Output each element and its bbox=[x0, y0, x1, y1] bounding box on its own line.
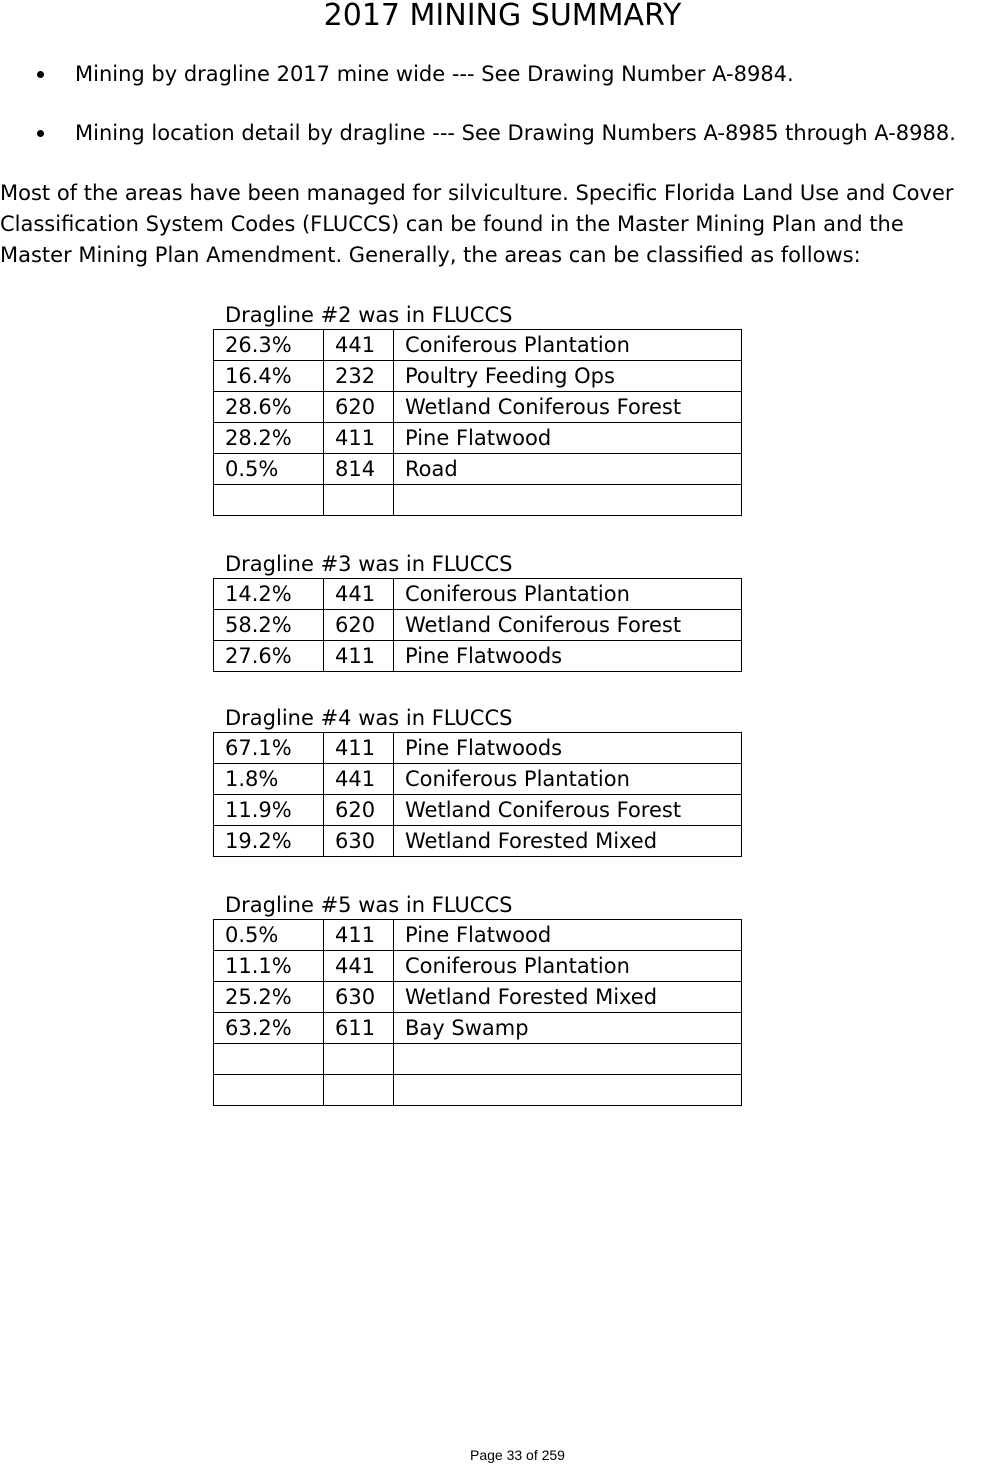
description-cell: Road bbox=[394, 454, 742, 485]
description-cell: Coniferous Plantation bbox=[394, 764, 742, 795]
paragraph-line: Master Mining Plan Amendment. Generally, the areas can be classified as follows: bbox=[0, 243, 861, 267]
code-cell: 814 bbox=[324, 454, 394, 485]
code-cell: 411 bbox=[324, 733, 394, 764]
description-cell: Wetland Coniferous Forest bbox=[394, 392, 742, 423]
percent-cell: 0.5% bbox=[214, 920, 324, 951]
dragline-3-section bbox=[213, 550, 741, 672]
percent-cell: 14.2% bbox=[214, 579, 324, 610]
code-cell: 630 bbox=[324, 826, 394, 857]
percent-cell bbox=[214, 1075, 324, 1106]
description-cell: Bay Swamp bbox=[394, 1013, 742, 1044]
percent-cell: 11.9% bbox=[214, 795, 324, 826]
description-cell: Coniferous Plantation bbox=[394, 579, 742, 610]
table-row bbox=[214, 764, 742, 795]
code-cell: 441 bbox=[324, 330, 394, 361]
table-row bbox=[214, 982, 742, 1013]
page-title: 2017 MINING SUMMARY bbox=[323, 0, 682, 33]
dragline-4-section bbox=[213, 704, 741, 857]
table-row bbox=[214, 579, 742, 610]
description-cell bbox=[394, 485, 742, 516]
description-cell: Wetland Forested Mixed bbox=[394, 982, 742, 1013]
table-row bbox=[214, 610, 742, 641]
bullet-text: Mining location detail by dragline --- See Drawing Numbers A-8985 through A-8988. bbox=[75, 121, 956, 145]
percent-cell: 28.6% bbox=[214, 392, 324, 423]
percent-cell: 11.1% bbox=[214, 951, 324, 982]
description-cell: Poultry Feeding Ops bbox=[394, 361, 742, 392]
table-row bbox=[214, 1075, 742, 1106]
code-cell: 411 bbox=[324, 641, 394, 672]
description-cell bbox=[394, 1044, 742, 1075]
table-row bbox=[214, 392, 742, 423]
dragline-2-section bbox=[213, 301, 741, 516]
percent-cell: 0.5% bbox=[214, 454, 324, 485]
description-cell: Pine Flatwood bbox=[394, 423, 742, 454]
description-cell: Wetland Coniferous Forest bbox=[394, 610, 742, 641]
dragline-heading: Dragline #4 was in FLUCCS bbox=[225, 706, 513, 730]
code-cell: 411 bbox=[324, 920, 394, 951]
table-row bbox=[214, 454, 742, 485]
percent-cell: 19.2% bbox=[214, 826, 324, 857]
dragline-heading: Dragline #2 was in FLUCCS bbox=[225, 303, 513, 327]
fluccs-table bbox=[213, 732, 742, 857]
bullet-dot-icon bbox=[37, 130, 44, 137]
description-cell: Pine Flatwoods bbox=[394, 641, 742, 672]
percent-cell bbox=[214, 1044, 324, 1075]
dragline-heading: Dragline #5 was in FLUCCS bbox=[225, 893, 513, 917]
code-cell: 630 bbox=[324, 982, 394, 1013]
table-row bbox=[214, 733, 742, 764]
table-row bbox=[214, 920, 742, 951]
code-cell bbox=[324, 485, 394, 516]
table-row bbox=[214, 641, 742, 672]
code-cell bbox=[324, 1075, 394, 1106]
table-row bbox=[214, 423, 742, 454]
percent-cell: 1.8% bbox=[214, 764, 324, 795]
table-row bbox=[214, 361, 742, 392]
description-cell: Coniferous Plantation bbox=[394, 951, 742, 982]
description-cell bbox=[394, 1075, 742, 1106]
percent-cell: 67.1% bbox=[214, 733, 324, 764]
percent-cell: 25.2% bbox=[214, 982, 324, 1013]
table-row bbox=[214, 951, 742, 982]
percent-cell: 27.6% bbox=[214, 641, 324, 672]
fluccs-table bbox=[213, 578, 742, 672]
description-cell: Pine Flatwoods bbox=[394, 733, 742, 764]
bullet-text: Mining by dragline 2017 mine wide --- See Drawing Number A-8984. bbox=[75, 62, 794, 86]
code-cell: 441 bbox=[324, 951, 394, 982]
description-cell: Pine Flatwood bbox=[394, 920, 742, 951]
percent-cell: 16.4% bbox=[214, 361, 324, 392]
description-cell: Coniferous Plantation bbox=[394, 330, 742, 361]
page-footer: Page 33 of 259 bbox=[470, 1447, 565, 1463]
code-cell: 441 bbox=[324, 579, 394, 610]
percent-cell bbox=[214, 485, 324, 516]
code-cell: 441 bbox=[324, 764, 394, 795]
description-cell: Wetland Coniferous Forest bbox=[394, 795, 742, 826]
code-cell bbox=[324, 1044, 394, 1075]
percent-cell: 58.2% bbox=[214, 610, 324, 641]
intro-paragraph bbox=[0, 178, 1008, 271]
dragline-5-section bbox=[213, 891, 741, 1106]
fluccs-table bbox=[213, 329, 742, 516]
code-cell: 620 bbox=[324, 610, 394, 641]
paragraph-line: Most of the areas have been managed for silviculture. Specific Florida Land Use and Cover bbox=[0, 181, 954, 205]
code-cell: 232 bbox=[324, 361, 394, 392]
table-row bbox=[214, 826, 742, 857]
code-cell: 620 bbox=[324, 392, 394, 423]
code-cell: 620 bbox=[324, 795, 394, 826]
code-cell: 411 bbox=[324, 423, 394, 454]
table-row bbox=[214, 1013, 742, 1044]
table-row bbox=[214, 330, 742, 361]
dragline-heading: Dragline #3 was in FLUCCS bbox=[225, 552, 513, 576]
table-row bbox=[214, 1044, 742, 1075]
description-cell: Wetland Forested Mixed bbox=[394, 826, 742, 857]
percent-cell: 63.2% bbox=[214, 1013, 324, 1044]
paragraph-line: Classification System Codes (FLUCCS) can be found in the Master Mining Plan and the bbox=[0, 212, 904, 236]
code-cell: 611 bbox=[324, 1013, 394, 1044]
table-row bbox=[214, 485, 742, 516]
fluccs-table bbox=[213, 919, 742, 1106]
percent-cell: 26.3% bbox=[214, 330, 324, 361]
percent-cell: 28.2% bbox=[214, 423, 324, 454]
table-row bbox=[214, 795, 742, 826]
bullet-dot-icon bbox=[37, 71, 44, 78]
